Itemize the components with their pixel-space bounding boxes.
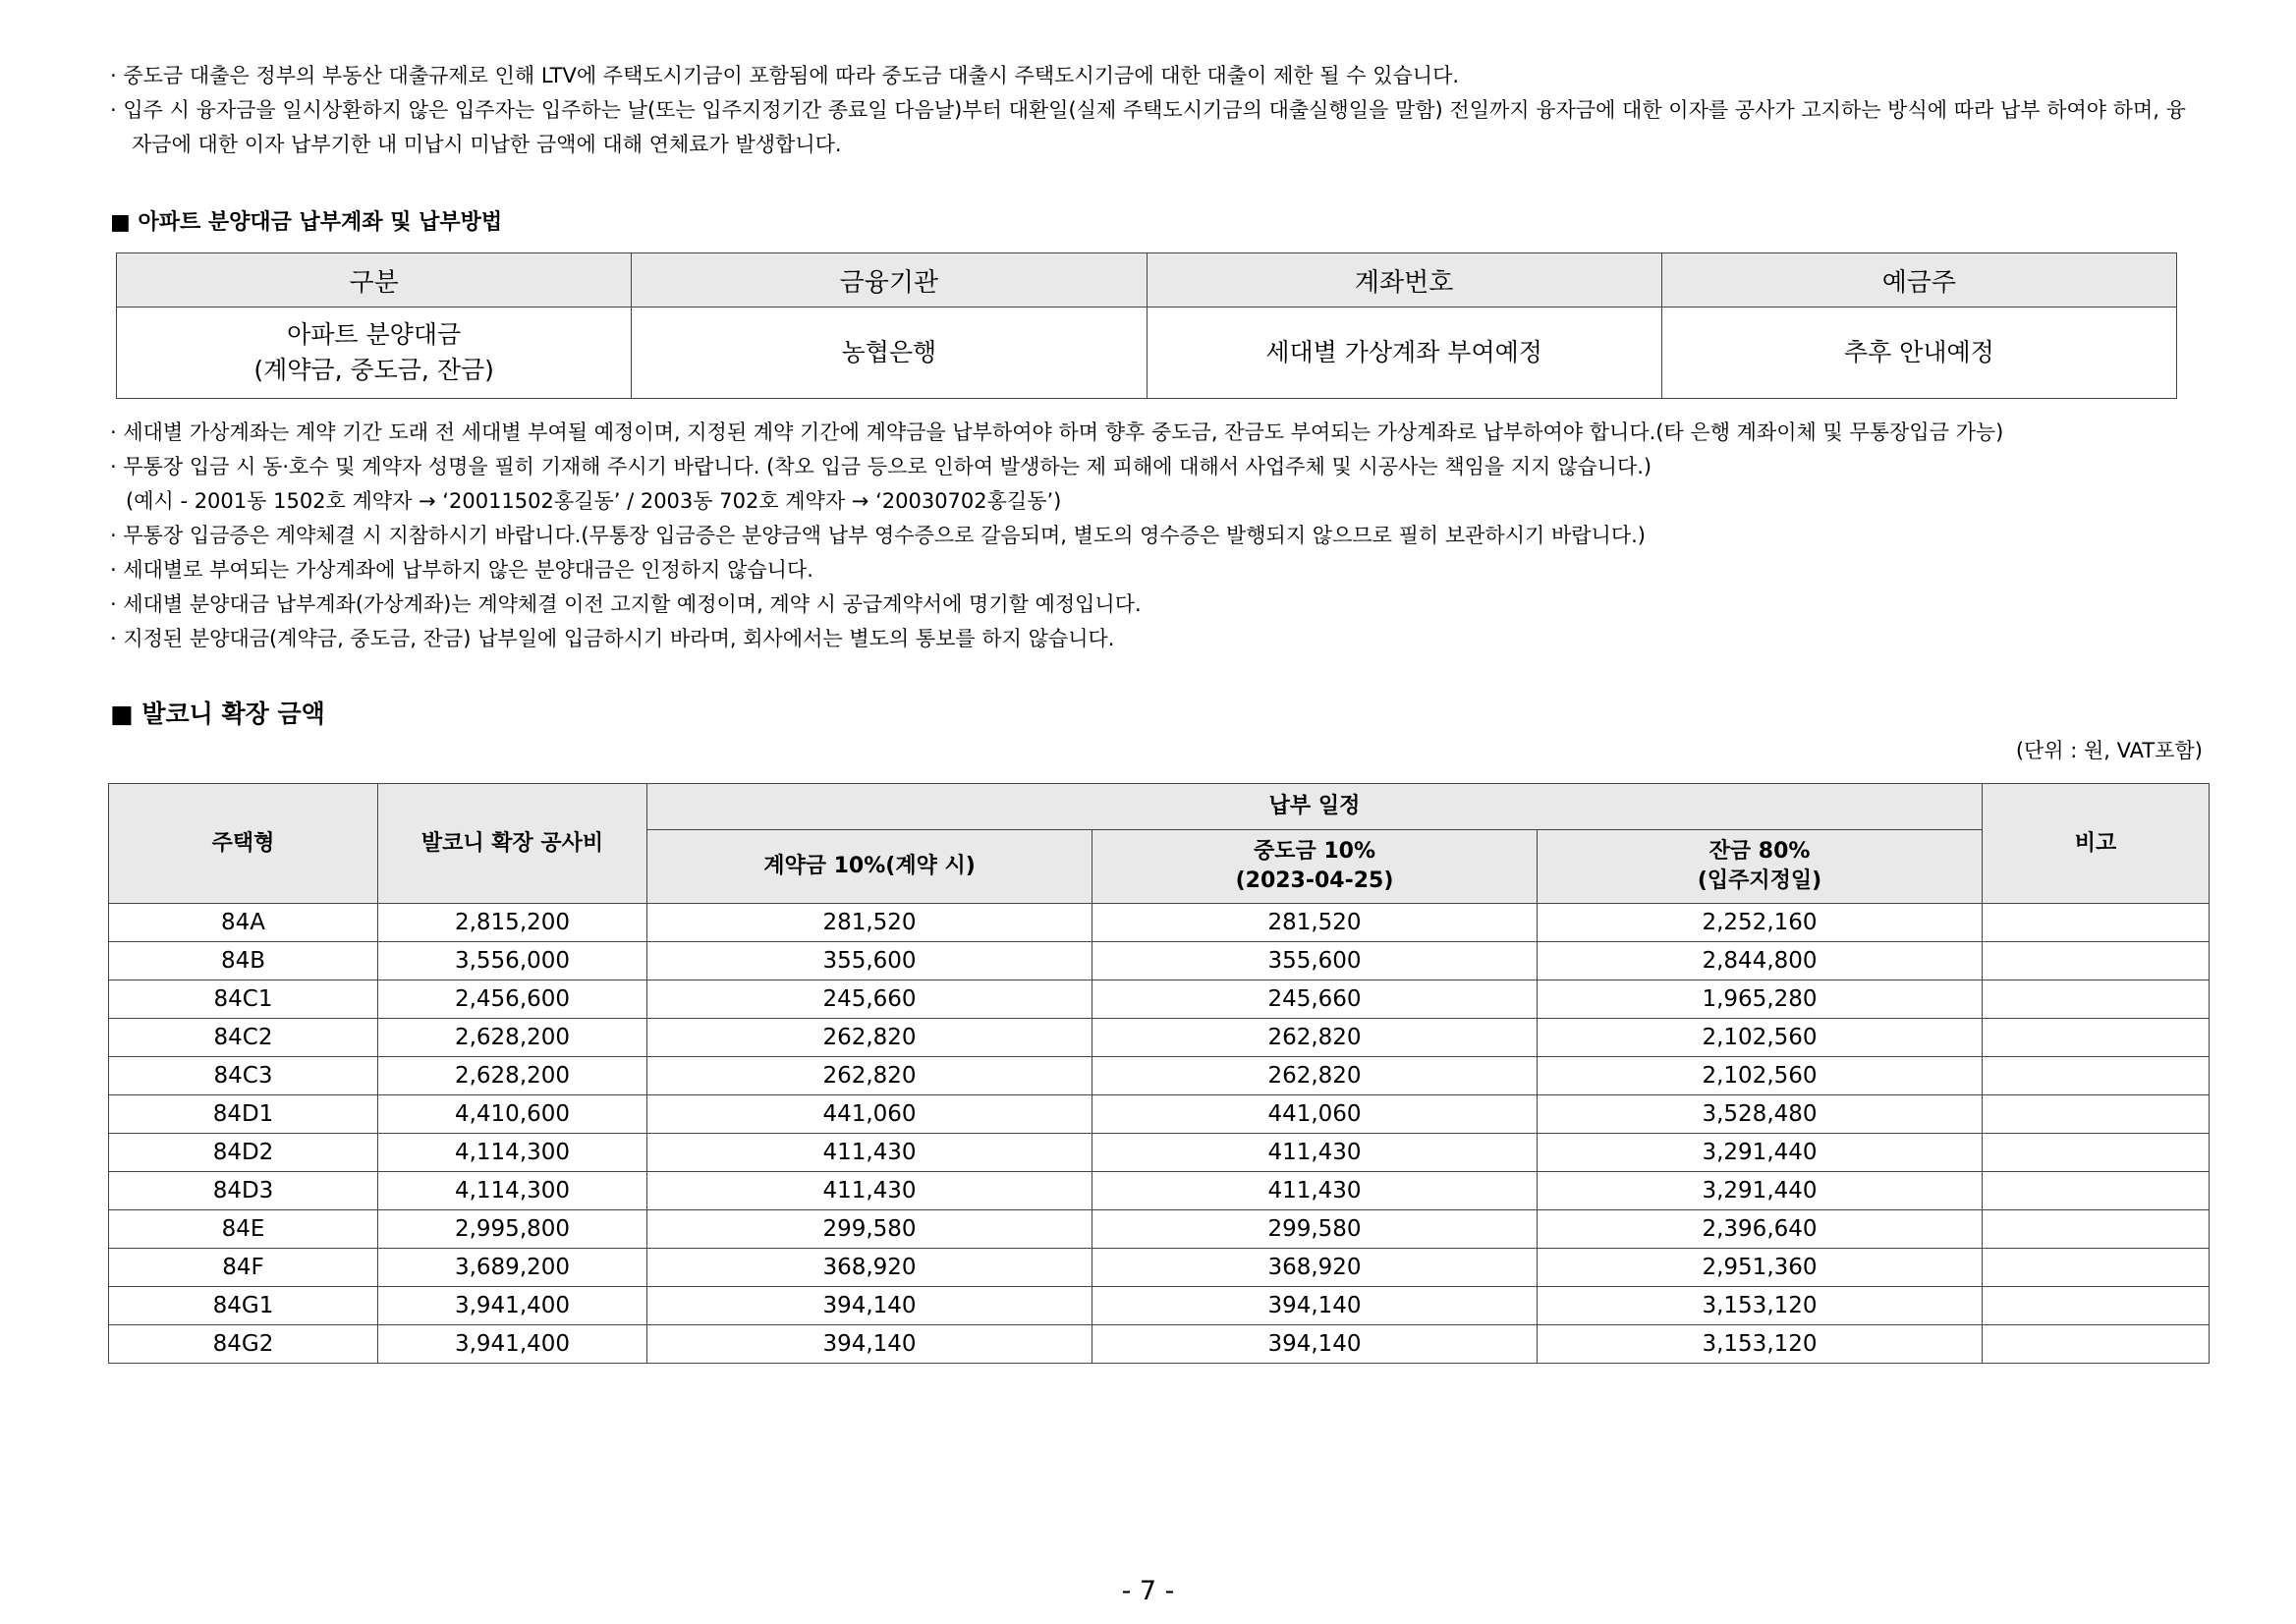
- cell-account-holder: 추후 안내예정: [1661, 308, 2176, 399]
- cell-balance: 2,102,560: [1538, 1019, 1983, 1057]
- cell-remarks: [1983, 980, 2210, 1019]
- cell-contract: 394,140: [647, 1325, 1092, 1364]
- note-line: · 세대별 분양대금 납부계좌(가상계좌)는 계약체결 이전 고지할 예정이며, 계약 시 공급계약서에 명기할 예정입니다.: [110, 592, 1142, 616]
- cell-middle: 368,920: [1092, 1249, 1538, 1287]
- note-line: (예시 - 2001동 1502호 계약자 → ‘20011502홍길동’ / 2003동 702호 계약자 → ‘20030702홍길동’): [126, 489, 1062, 513]
- cell-middle: 394,140: [1092, 1287, 1538, 1325]
- cell-type: 84B: [109, 942, 378, 980]
- cell-type: 84C2: [109, 1019, 378, 1057]
- cell-contract: 368,920: [647, 1249, 1092, 1287]
- header-balance-date: (입주지정일): [1697, 868, 1822, 893]
- cell-balance: 3,291,440: [1538, 1172, 1983, 1210]
- unit-note: (단위 : 원, VAT포함): [2015, 739, 2203, 762]
- cell-remarks: [1983, 1210, 2210, 1249]
- cell-balance: 2,951,360: [1538, 1249, 1983, 1287]
- cell-type: 84C1: [109, 980, 378, 1019]
- cell-remarks: [1983, 1172, 2210, 1210]
- cell-middle: 441,060: [1092, 1095, 1538, 1134]
- cell-cost: 4,410,600: [378, 1095, 647, 1134]
- cell-contract: 411,430: [647, 1134, 1092, 1172]
- cell-balance: 3,528,480: [1538, 1095, 1983, 1134]
- cell-middle: 281,520: [1092, 904, 1538, 942]
- header-type: 주택형: [109, 784, 378, 904]
- table-row: [109, 1172, 2210, 1210]
- cell-type: 84D3: [109, 1172, 378, 1210]
- cell-remarks: [1983, 1057, 2210, 1095]
- cell-cost: 3,941,400: [378, 1325, 647, 1364]
- cell-cost: 2,815,200: [378, 904, 647, 942]
- cell-type: 84A: [109, 904, 378, 942]
- page-number: - 7 -: [1121, 1576, 1175, 1606]
- table-row: [109, 1210, 2210, 1249]
- cell-middle: 262,820: [1092, 1019, 1538, 1057]
- note-line: · 세대별 가상계좌는 계약 기간 도래 전 세대별 부여될 예정이며, 지정된 계약 기간에 계약금을 납부하여야 하며 향후 중도금, 잔금도 부여되는 가상계좌로 납부하여야 합니다.(타 은행 계좌이체 및 무통장입금 가능): [110, 420, 2004, 444]
- cell-cost: 2,628,200: [378, 1019, 647, 1057]
- note-line: · 중도금 대출은 정부의 부동산 대출규제로 인해 LTV에 주택도시기금이 포함됨에 따라 중도금 대출시 주택도시기금에 대한 대출이 제한 될 수 있습니다.: [110, 64, 1460, 87]
- header-balance-line: 잔금 80%: [1708, 839, 1811, 864]
- section-title-account: ■ 아파트 분양대금 납부계좌 및 납부방법: [110, 210, 503, 235]
- category-line: 아파트 분양대금: [287, 320, 462, 349]
- cell-remarks: [1983, 1287, 2210, 1325]
- header-middle-line: 중도금 10%: [1253, 839, 1376, 864]
- table-row: [109, 1249, 2210, 1287]
- header-cost: 발코니 확장 공사비: [378, 784, 647, 904]
- section-title-balcony: ■ 발코니 확장 금액: [110, 700, 325, 728]
- table-row: [109, 1057, 2210, 1095]
- balcony-table-body: [109, 904, 2210, 1364]
- cell-cost: 4,114,300: [378, 1134, 647, 1172]
- table-row: [109, 1134, 2210, 1172]
- table-row: [109, 980, 2210, 1019]
- cell-contract: 262,820: [647, 1057, 1092, 1095]
- cell-type: 84C3: [109, 1057, 378, 1095]
- loan-notes: [110, 59, 2203, 162]
- category-line: (계약금, 중도금, 잔금): [253, 356, 494, 384]
- cell-balance: 3,153,120: [1538, 1287, 1983, 1325]
- account-table: [116, 252, 2177, 399]
- table-row: [109, 1095, 2210, 1134]
- cell-remarks: [1983, 904, 2210, 942]
- cell-category: [117, 308, 632, 399]
- note-line: · 세대별로 부여되는 가상계좌에 납부하지 않은 분양대금은 인정하지 않습니다.: [110, 558, 813, 582]
- cell-balance: 2,252,160: [1538, 904, 1983, 942]
- cell-cost: 4,114,300: [378, 1172, 647, 1210]
- cell-balance: 2,396,640: [1538, 1210, 1983, 1249]
- cell-type: 84D1: [109, 1095, 378, 1134]
- cell-balance: 3,153,120: [1538, 1325, 1983, 1364]
- cell-middle: 355,600: [1092, 942, 1538, 980]
- cell-contract: 262,820: [647, 1019, 1092, 1057]
- cell-type: 84G1: [109, 1287, 378, 1325]
- cell-remarks: [1983, 1019, 2210, 1057]
- cell-balance: 2,102,560: [1538, 1057, 1983, 1095]
- cell-bank: 농협은행: [632, 308, 1147, 399]
- cell-contract: 411,430: [647, 1172, 1092, 1210]
- cell-cost: 3,941,400: [378, 1287, 647, 1325]
- cell-balance: 1,965,280: [1538, 980, 1983, 1019]
- table-row: [109, 1287, 2210, 1325]
- cell-contract: 441,060: [647, 1095, 1092, 1134]
- header-contract: 계약금 10%(계약 시): [647, 830, 1092, 904]
- cell-middle: 245,660: [1092, 980, 1538, 1019]
- cell-account-number: 세대별 가상계좌 부여예정: [1147, 308, 1661, 399]
- note-line: · 지정된 분양대금(계약금, 중도금, 잔금) 납부일에 입금하시기 바라며, 회사에서는 별도의 통보를 하지 않습니다.: [110, 627, 1115, 650]
- cell-contract: 245,660: [647, 980, 1092, 1019]
- table-row: [109, 1325, 2210, 1364]
- header-bank: 금융기관: [632, 253, 1147, 308]
- cell-balance: 2,844,800: [1538, 942, 1983, 980]
- header-middle-date: (2023-04-25): [1235, 868, 1394, 893]
- cell-cost: 3,556,000: [378, 942, 647, 980]
- balcony-table: [108, 783, 2210, 1364]
- header-schedule: 납부 일정: [647, 784, 1983, 830]
- cell-remarks: [1983, 942, 2210, 980]
- cell-middle: 411,430: [1092, 1134, 1538, 1172]
- cell-middle: 262,820: [1092, 1057, 1538, 1095]
- cell-remarks: [1983, 1134, 2210, 1172]
- cell-middle: 299,580: [1092, 1210, 1538, 1249]
- note-line: · 무통장 입금 시 동·호수 및 계약자 성명을 필히 기재해 주시기 바랍니다. (착오 입금 등으로 인하여 발생하는 제 피해에 대해서 사업주체 및 시공사는 책임을 지지 않습니다.): [110, 455, 1652, 478]
- cell-type: 84D2: [109, 1134, 378, 1172]
- table-header-row: [109, 784, 2210, 830]
- table-row: [117, 308, 2177, 399]
- header-account-holder: 예금주: [1661, 253, 2176, 308]
- cell-type: 84G2: [109, 1325, 378, 1364]
- cell-remarks: [1983, 1095, 2210, 1134]
- cell-remarks: [1983, 1249, 2210, 1287]
- cell-middle: 394,140: [1092, 1325, 1538, 1364]
- note-line: · 무통장 입금증은 계약체결 시 지참하시기 바랍니다.(무통장 입금증은 분양금액 납부 영수증으로 갈음되며, 별도의 영수증은 발행되지 않으므로 필히 보관하시기 바랍니다.): [110, 524, 1646, 547]
- cell-contract: 281,520: [647, 904, 1092, 942]
- header-middle: [1092, 830, 1538, 904]
- header-remarks: 비고: [1983, 784, 2210, 904]
- cell-cost: 2,456,600: [378, 980, 647, 1019]
- cell-balance: 3,291,440: [1538, 1134, 1983, 1172]
- table-row: [109, 904, 2210, 942]
- table-row: [109, 1019, 2210, 1057]
- cell-contract: 355,600: [647, 942, 1092, 980]
- cell-contract: 394,140: [647, 1287, 1092, 1325]
- cell-middle: 411,430: [1092, 1172, 1538, 1210]
- cell-cost: 3,689,200: [378, 1249, 647, 1287]
- header-balance: [1538, 830, 1983, 904]
- cell-type: 84F: [109, 1249, 378, 1287]
- note-line: · 입주 시 융자금을 일시상환하지 않은 입주자는 입주하는 날(또는 입주지정기간 종료일 다음날)부터 대환일(실제 주택도시기금의 대출실행일을 말함) 전일까지 융자금에 대한 이자를 공사가 고지하는 방식에 따라 납부 하여야 하며, 융자금에 대한 이자 납부기한 내 미납시 미납한 금액에 대해 연체료가 발생합니다.: [110, 98, 2186, 156]
- cell-contract: 299,580: [647, 1210, 1092, 1249]
- cell-cost: 2,995,800: [378, 1210, 647, 1249]
- header-account-number: 계좌번호: [1147, 253, 1661, 308]
- cell-remarks: [1983, 1325, 2210, 1364]
- cell-type: 84E: [109, 1210, 378, 1249]
- header-category: 구분: [117, 253, 632, 308]
- cell-cost: 2,628,200: [378, 1057, 647, 1095]
- table-row: [109, 942, 2210, 980]
- table-header-row: [117, 253, 2177, 308]
- account-notes: [110, 416, 2203, 656]
